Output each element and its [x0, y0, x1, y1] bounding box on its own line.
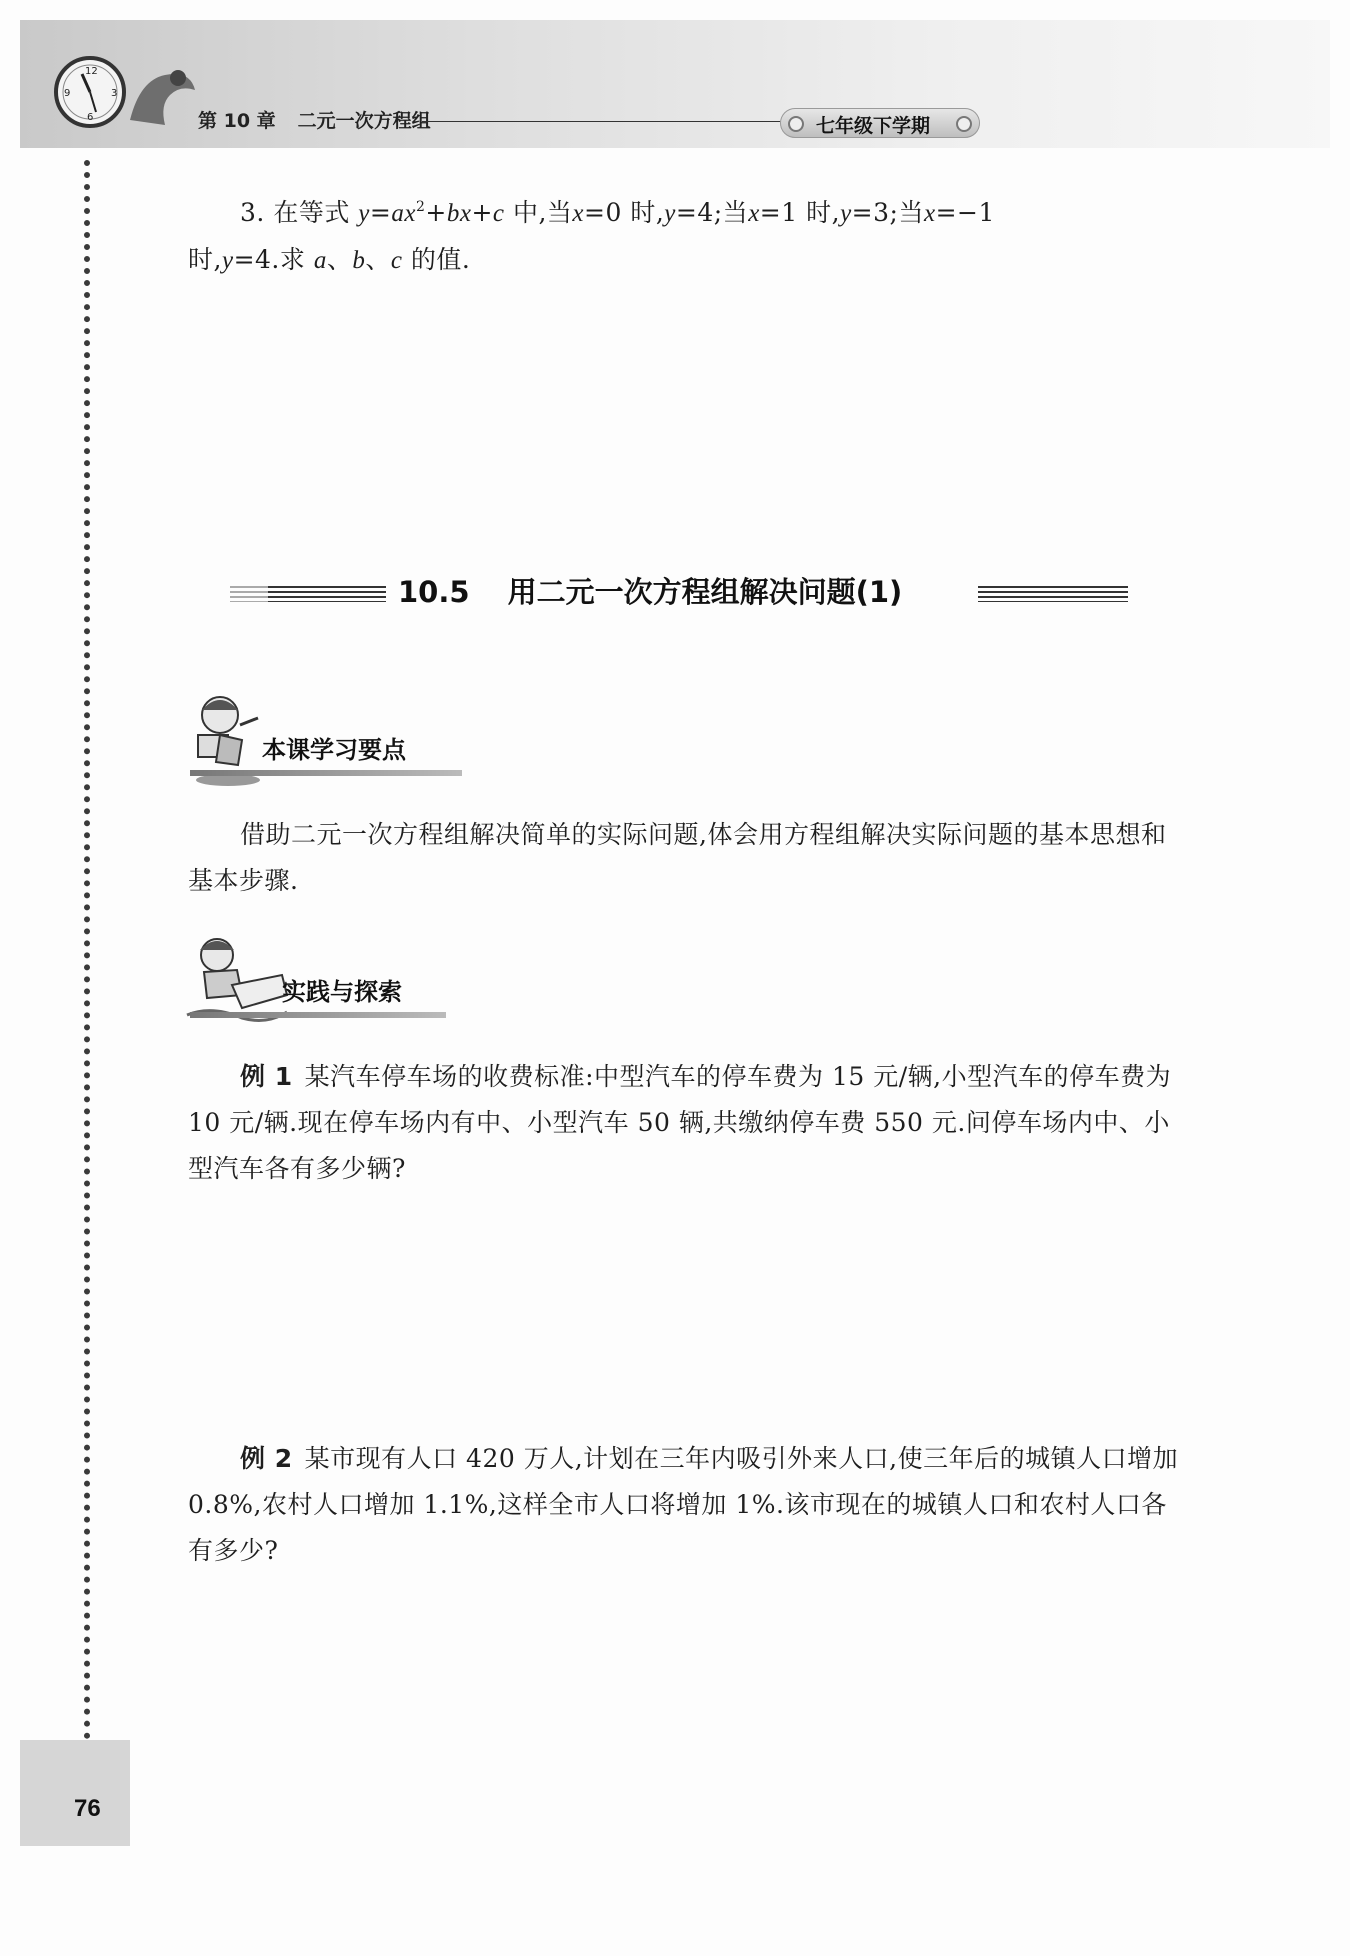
problem-3-text: ;当: [713, 198, 749, 227]
pill-right-dot-icon: [956, 116, 972, 132]
dotted-margin: [84, 160, 98, 1740]
problem-3-text: .求: [271, 245, 306, 274]
example-2-label: 例 2: [240, 1444, 293, 1473]
key-points-banner-line: [190, 770, 462, 776]
key-points-text: [188, 812, 1180, 904]
example-1-label: 例 1: [240, 1062, 293, 1091]
clock-icon: [52, 54, 128, 130]
header-rule: [422, 121, 782, 122]
svg-text:12: 12: [85, 66, 98, 77]
pill-left-dot-icon: [788, 116, 804, 132]
chapter-title: 二元一次方程组: [297, 110, 431, 132]
runner-figure-icon: [120, 60, 200, 130]
title-stripe-right: [978, 586, 1128, 602]
problem-3-text: 中,当: [512, 198, 573, 227]
practice-banner-line: [190, 1012, 446, 1018]
term-label: 七年级下学期: [816, 115, 931, 137]
problem-3: 3. 在等式 $y=ax^2+bx+c$ 中,当x=0 时,y=4;当x=1 时,y=3;当x=−1 时,y=4.求 a、b、c 的值.: [188, 198, 995, 274]
section-title: [398, 570, 902, 611]
problem-3-text: ;当: [889, 198, 924, 227]
svg-text:9: 9: [64, 88, 71, 99]
example-1-text: 某汽车停车场的收费标准:中型汽车的停车费为 15 元/辆,小型汽车的停车费为10 元/辆.现在停车场内有中、小型汽车 50 辆,共缴纳停车费 550 元.问停车场内中、小型汽车各有多少辆?: [188, 1062, 1172, 1183]
page-number: 76: [74, 1795, 101, 1822]
problem-3-text: 在等式: [273, 198, 350, 227]
problem-3-text: 时,: [630, 198, 665, 227]
example-1: [188, 1054, 1180, 1192]
svg-text:3: 3: [111, 88, 118, 99]
title-stripe-left: [268, 586, 386, 602]
title-stripe-fade: [230, 586, 270, 602]
svg-text:6: 6: [87, 112, 94, 123]
example-2-text: 某市现有人口 420 万人,计划在三年内吸引外来人口,使三年后的城镇人口增加 0.8%,农村人口增加 1.1%,这样全市人口将增加 1%.该市现在的城镇人口和农村人口各有多少?: [188, 1444, 1179, 1565]
chapter-heading: [198, 106, 431, 133]
problem-3-text: 时,: [188, 245, 222, 274]
problem-3-text: 时,: [806, 198, 841, 227]
chapter-number: 第 10 章: [198, 110, 276, 132]
section-title-text: 用二元一次方程组解决问题(1): [507, 575, 903, 609]
problem-number: 3.: [240, 198, 265, 227]
practice-banner: 实践与探索: [282, 978, 402, 1006]
example-2: [188, 1436, 1180, 1574]
problem-3-text: 的值.: [410, 245, 471, 274]
key-points-banner: 本课学习要点: [262, 736, 406, 764]
section-number: 10.5: [398, 575, 470, 609]
page-number-box: [20, 1740, 130, 1846]
term-badge: [780, 108, 980, 138]
key-points-body: 借助二元一次方程组解决简单的实际问题,体会用方程组解决实际问题的基本思想和基本步骤.: [188, 820, 1167, 895]
